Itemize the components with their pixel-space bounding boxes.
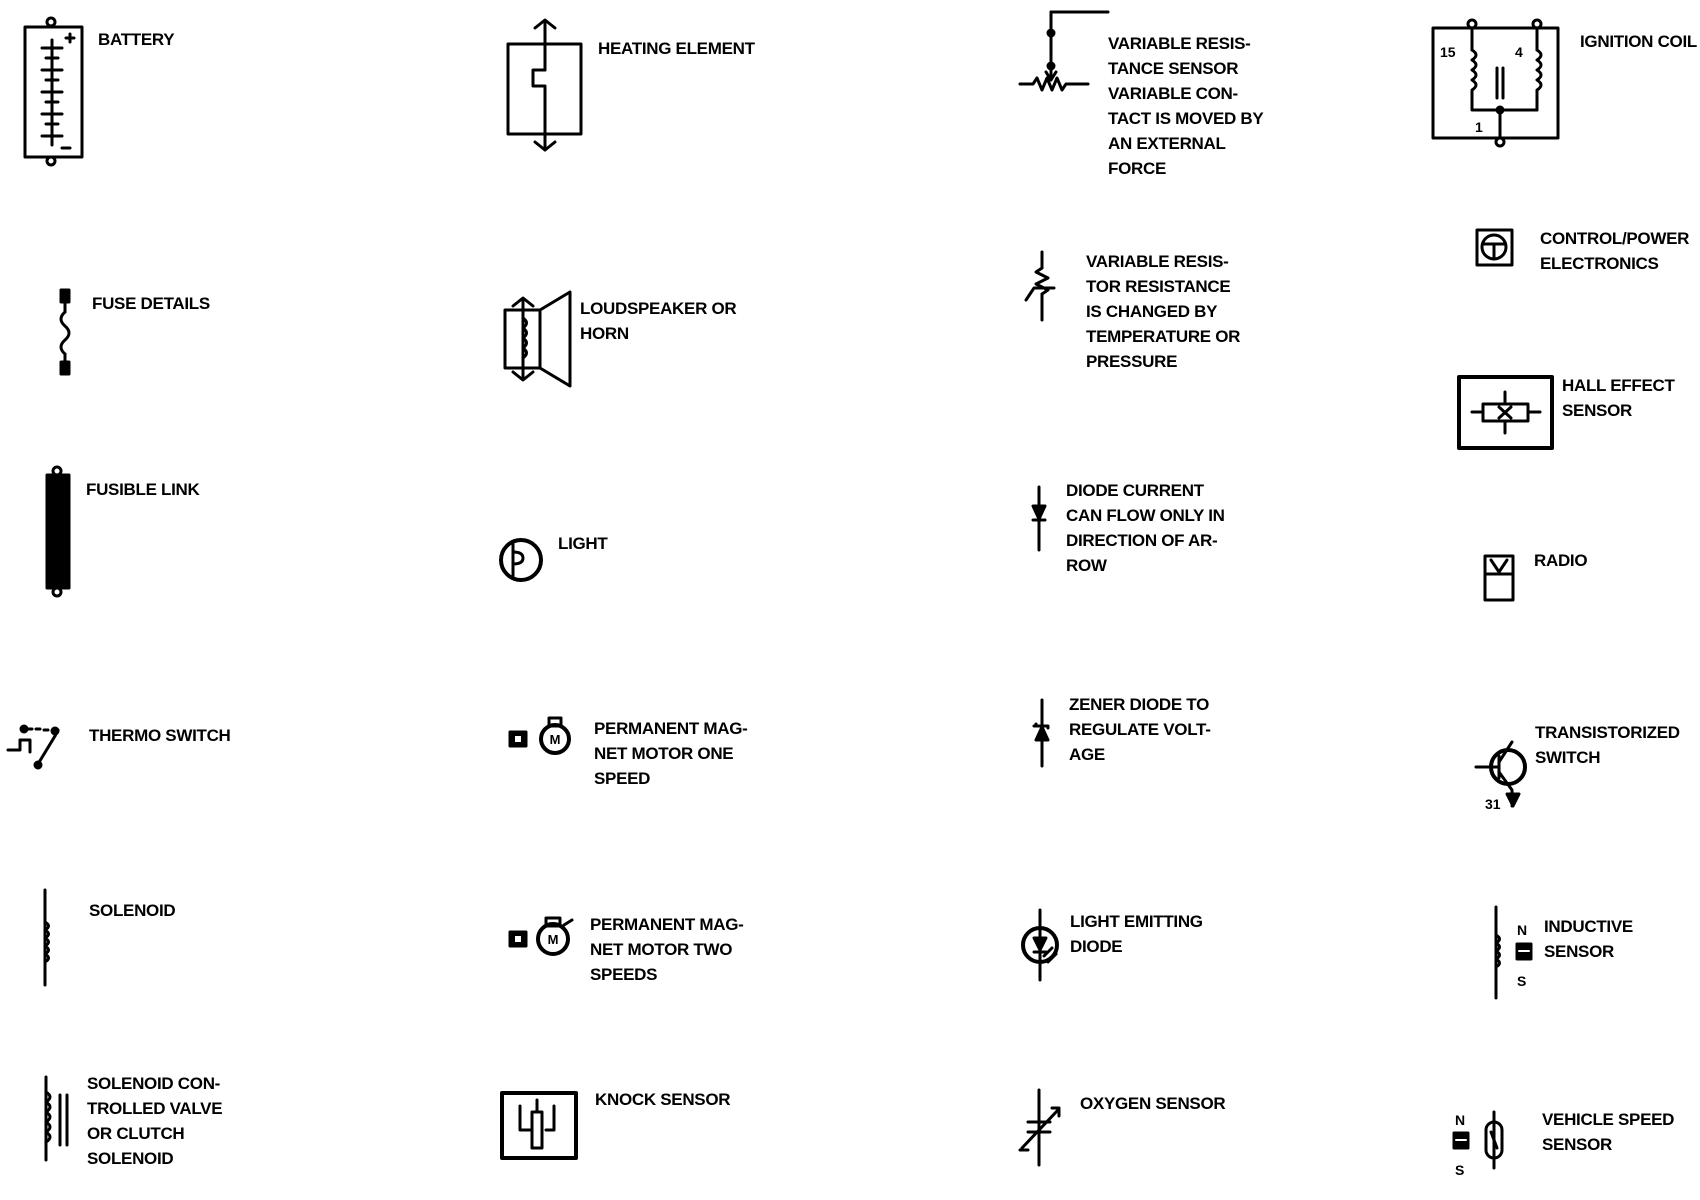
battery-label: BATTERY xyxy=(98,30,175,49)
terminal-labels xyxy=(1440,44,1527,1178)
ignition-coil-icon xyxy=(1433,20,1558,146)
vehicle-speed-sensor-terminal-s: S xyxy=(1455,1162,1465,1178)
ignition-coil-terminal-1: 1 xyxy=(1475,119,1483,135)
diode-label: DIODE CURRENT CAN FLOW ONLY IN DIRECTION OF AR- ROW xyxy=(1066,481,1225,575)
battery-icon xyxy=(25,18,82,165)
zener-diode-icon xyxy=(1034,700,1048,766)
led-icon xyxy=(1023,910,1057,980)
svg-text:M: M xyxy=(549,732,561,747)
oxygen-sensor-label: OXYGEN SENSOR xyxy=(1080,1094,1226,1113)
variable-resistor-icon xyxy=(1026,252,1054,320)
solenoid-label: SOLENOID xyxy=(89,901,176,920)
inductive-sensor-terminal-s: S xyxy=(1517,973,1527,989)
control-power-electronics-label: CONTROL/POWER ELECTRONICS xyxy=(1540,229,1690,273)
inductive-sensor-terminal-n: N xyxy=(1517,922,1528,938)
zener-diode-label: ZENER DIODE TO REGULATE VOLT- AGE xyxy=(1069,695,1211,764)
fuse-details-label: FUSE DETAILS xyxy=(92,294,210,313)
inductive-sensor-label: INDUCTIVE SENSOR xyxy=(1544,917,1633,961)
solenoid-valve-label: SOLENOID CON- TROLLED VALVE OR CLUTCH SOLENOID xyxy=(87,1074,223,1168)
knock-sensor-icon xyxy=(502,1093,576,1158)
radio-icon xyxy=(1485,556,1513,600)
hall-effect-sensor-icon xyxy=(1459,377,1552,448)
vehicle-speed-sensor-terminal-n: N xyxy=(1455,1112,1466,1128)
light-icon xyxy=(501,540,541,580)
loudspeaker-icon xyxy=(505,292,570,386)
variable-resistance-sensor-label: VARIABLE RESIS- TANCE SENSOR VARIABLE CON- TACT IS MOVED BY AN EXTERNAL FORCE xyxy=(1108,34,1264,178)
solenoid-valve-icon xyxy=(46,1077,67,1160)
heating-element-label: HEATING ELEMENT xyxy=(598,39,755,58)
variable-resistor-label: VARIABLE RESIS- TOR RESISTANCE IS CHANGED BY TEMPERATURE OR PRESSURE xyxy=(1086,252,1241,371)
thermo-switch-icon xyxy=(8,726,58,768)
motor-two-speeds-label: PERMANENT MAG- NET MOTOR TWO SPEEDS xyxy=(590,915,744,984)
fusible-link-label: FUSIBLE LINK xyxy=(86,480,200,499)
radio-label: RADIO xyxy=(1534,551,1588,570)
solenoid-icon xyxy=(45,890,49,985)
led-label: LIGHT EMITTING DIODE xyxy=(1070,912,1203,956)
transistor-terminal-31: 31 xyxy=(1485,796,1501,812)
loudspeaker-or-horn-label: LOUDSPEAKER OR HORN xyxy=(580,299,737,343)
vehicle-speed-sensor-label: VEHICLE SPEED SENSOR xyxy=(1542,1110,1675,1154)
heating-element-icon xyxy=(508,20,581,150)
ignition-coil-label: IGNITION COIL xyxy=(1580,32,1697,51)
hall-effect-sensor-label: HALL EFFECT SENSOR xyxy=(1562,376,1675,420)
fusible-link-icon xyxy=(47,467,69,596)
control-power-electronics-icon xyxy=(1477,230,1512,265)
thermo-switch-label: THERMO SWITCH xyxy=(89,726,231,745)
transistorized-switch-label: TRANSISTORIZED SWITCH xyxy=(1535,723,1680,767)
knock-sensor-label: KNOCK SENSOR xyxy=(595,1090,731,1109)
fuse-icon xyxy=(61,290,69,374)
ignition-coil-terminal-4: 4 xyxy=(1515,44,1523,60)
diode-icon xyxy=(1033,487,1045,550)
variable-resistance-sensor-icon xyxy=(1020,12,1108,90)
ignition-coil-terminal-15: 15 xyxy=(1440,44,1456,60)
light-label: LIGHT xyxy=(558,534,608,553)
motor-one-speed-label: PERMANENT MAG- NET MOTOR ONE SPEED xyxy=(594,719,748,788)
motor-two-speed-icon xyxy=(510,918,572,954)
oxygen-sensor-icon xyxy=(1020,1090,1059,1165)
motor-icon xyxy=(510,718,569,753)
svg-text:M: M xyxy=(547,932,559,947)
